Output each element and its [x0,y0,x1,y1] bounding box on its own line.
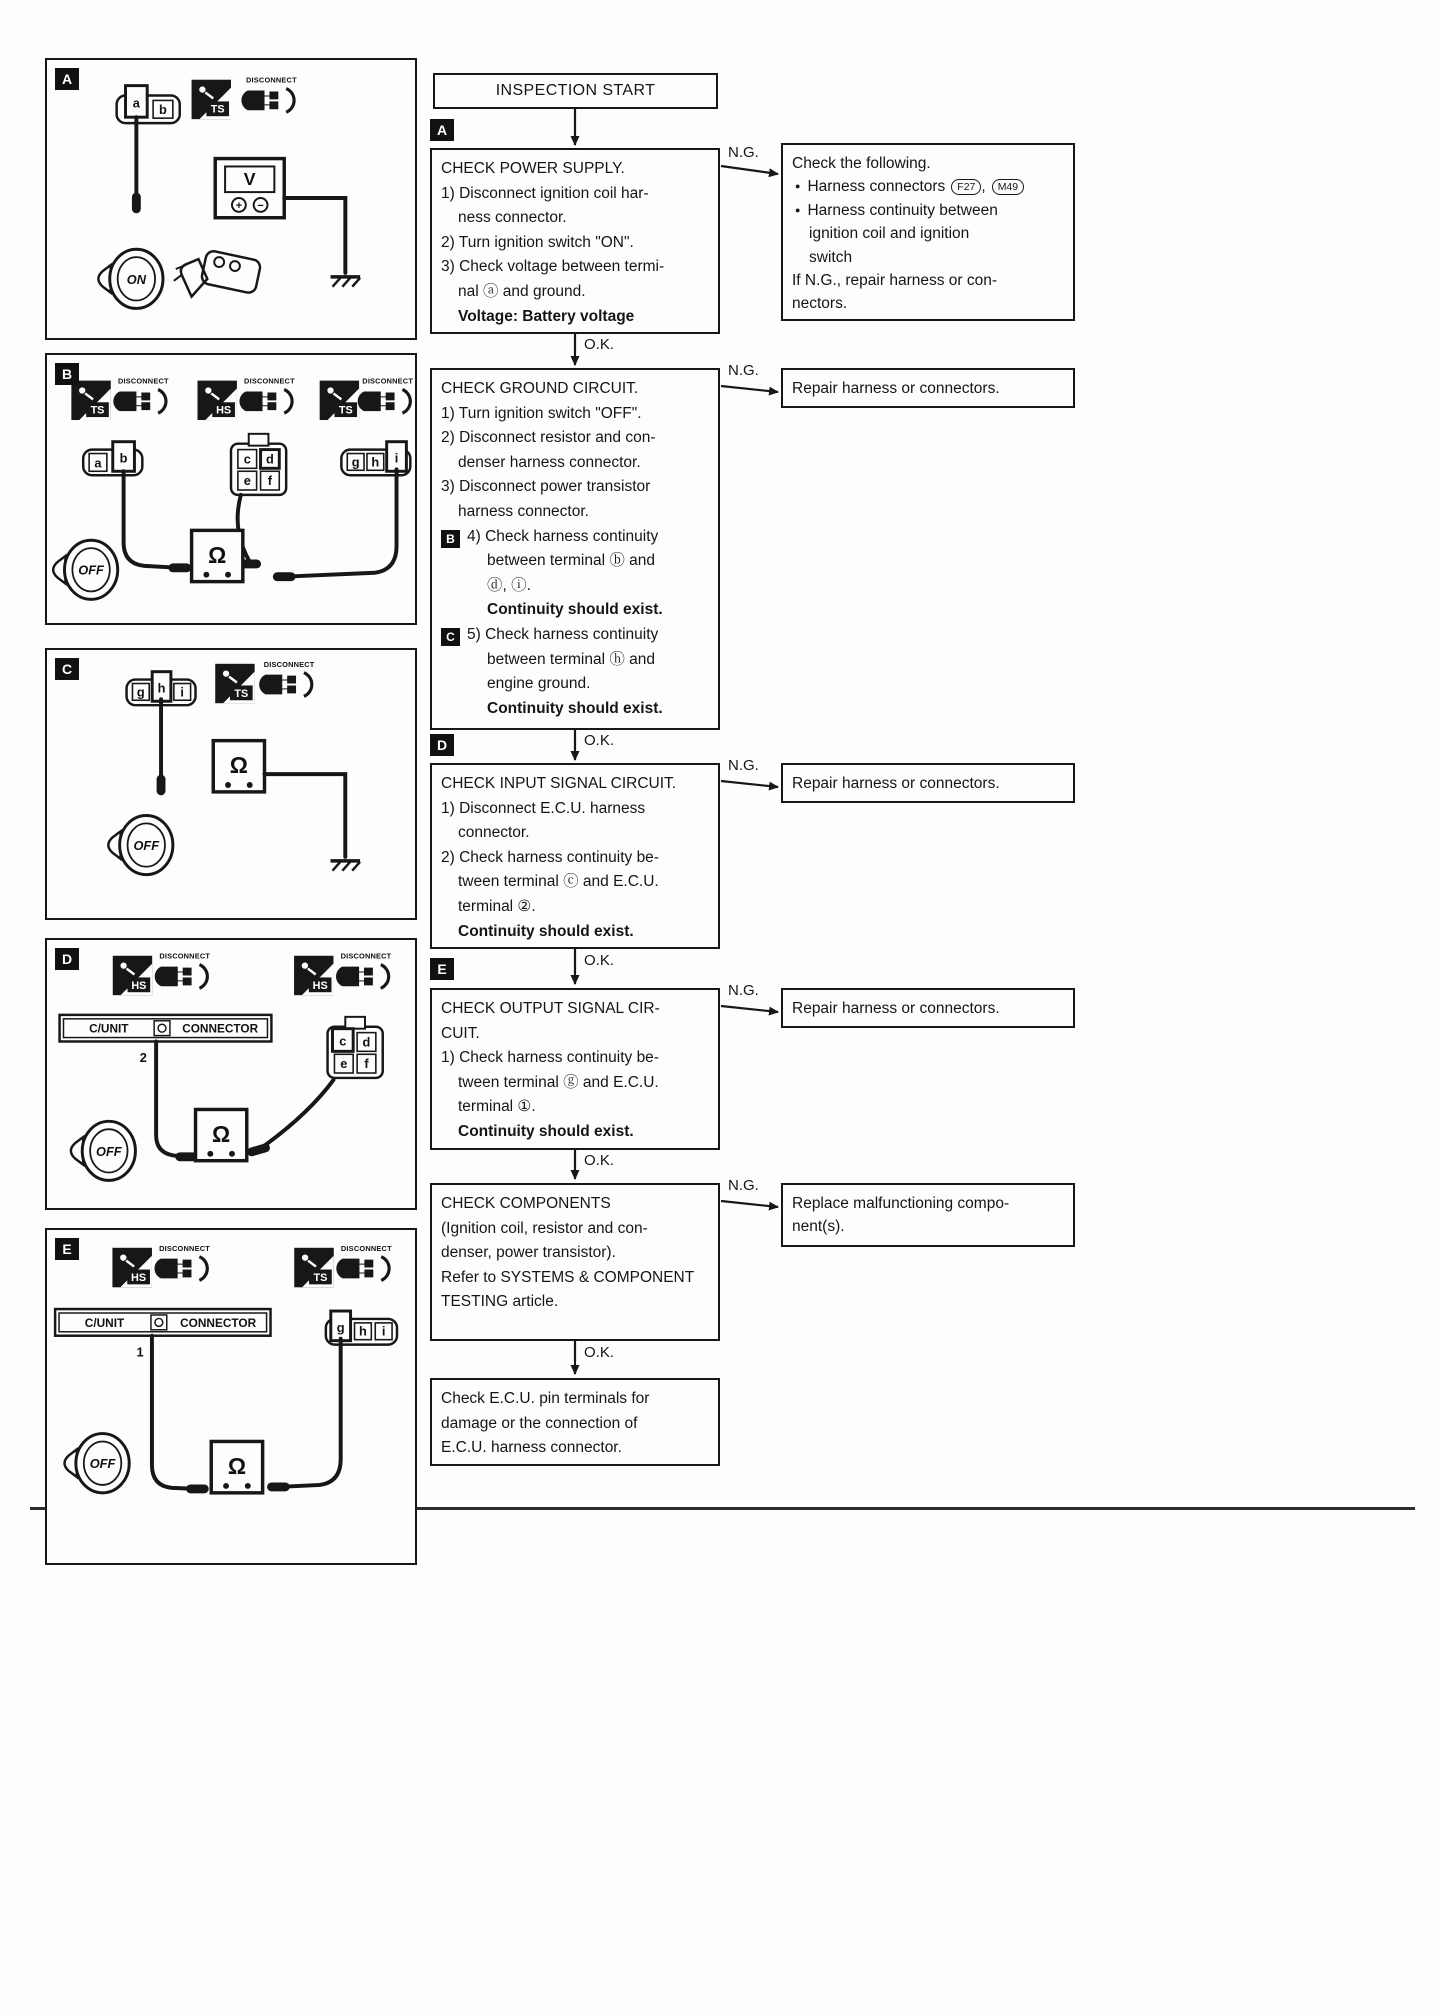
line-text: denser harness connector. [458,453,641,471]
tool-badge-ts [71,381,110,420]
ok-label: O.K. [584,1344,615,1361]
connector-ab [83,442,142,476]
line-text: Repair harness or connectors. [792,380,1000,397]
tool-badge-hs [112,1248,152,1288]
disconnect-icon [239,377,295,414]
ignition-key-off-icon [65,1434,130,1493]
step-tag-a: A [430,119,454,141]
svg-text:g: g [336,1319,345,1335]
tool-badge-ts [192,80,231,119]
text-line [441,377,709,402]
text-line [441,574,709,599]
test-lead-wire [156,1041,187,1156]
diagram-panel-c [45,648,417,920]
line-text: 1) Disconnect E.C.U. harness [441,799,646,817]
line-text: 1) Turn ignition switch "OFF". [441,404,642,422]
panel-tag-d: D [55,948,79,970]
svg-text:c: c [243,451,251,467]
line-text: Continuity should exist. [487,601,663,619]
line-text: TESTING article. [441,1293,559,1311]
panel-a-circuit [47,60,415,338]
svg-text:TS: TS [90,404,105,417]
connector-ghi [326,1311,397,1345]
line-text: connector. [458,824,530,842]
diagram-panel-b [45,353,417,625]
svg-text:HS: HS [131,1271,147,1284]
svg-text:+: + [235,199,243,212]
voltmeter [215,159,284,218]
test-lead-wire [284,198,345,273]
text-line [441,623,709,648]
panel-e-circuit [47,1230,415,1563]
text-line [441,1120,709,1145]
text-line [441,772,709,797]
svg-text:OFF: OFF [133,838,160,854]
result-repair-harness [781,988,1075,1028]
svg-text:−: − [257,199,264,212]
svg-text:DISCONNECT: DISCONNECT [362,376,414,386]
line-text: CHECK INPUT SIGNAL CIRCUIT. [441,775,677,792]
text-line [441,697,709,722]
ng-label: N.G. [728,144,759,161]
ignition-key-on-icon [98,249,163,308]
text-line [441,648,709,673]
text-line [441,426,709,451]
line-text: tween terminal ⓖ and E.C.U. [458,1073,659,1091]
disconnect-icon [336,1244,392,1281]
text-line [441,1192,709,1217]
svg-text:Ω: Ω [212,1120,231,1147]
text-line [792,199,1064,222]
svg-text:f: f [364,1056,369,1072]
svg-text:f: f [267,473,273,489]
svg-text:a: a [132,95,140,111]
disconnect-icon [155,952,211,989]
ng-arrow [721,781,778,787]
text-line [441,797,709,822]
svg-text:V: V [243,169,256,190]
panel-c-circuit [47,650,415,918]
line-text: between terminal ⓑ and [487,552,656,570]
line-text: (Ignition coil, resistor and con- [441,1219,648,1237]
tool-badge-ts [215,664,254,703]
text-line [441,895,709,920]
line-text: nal ⓐ and ground. [458,282,586,300]
terminal-number: 1 [136,1344,144,1360]
test-lead-wire [284,469,396,576]
probe-tip [252,1148,266,1152]
line-text: E.C.U. harness connector. [441,1439,622,1457]
line-text: CHECK COMPONENTS [441,1195,611,1212]
ohmmeter [211,1441,262,1492]
line-text: ness connector. [458,209,567,227]
svg-text:CONNECTOR: CONNECTOR [182,1021,259,1036]
line-text: switch [809,248,853,266]
tool-badge-ts [320,381,359,420]
connector-cdef [328,1017,383,1078]
disconnect-icon [336,952,392,989]
ignition-key-off-icon [53,540,118,599]
text-line [441,1436,709,1461]
harness-connector-chip: M49 [992,179,1024,195]
text-line [792,377,1064,400]
disconnect-icon [155,1244,211,1281]
svg-text:i: i [394,450,399,466]
svg-text:CONNECTOR: CONNECTOR [180,1315,257,1330]
text-line [441,549,709,574]
svg-text:b: b [119,450,128,466]
text-line: ● Harness connectors F27 , M49 [792,175,1064,198]
svg-text:DISCONNECT: DISCONNECT [117,376,169,386]
line-text: Continuity should exist. [458,1122,634,1140]
text-line [441,1022,709,1047]
tool-badge-hs [294,956,333,995]
svg-text:g: g [136,684,145,700]
svg-text:a: a [94,455,102,471]
text-line [441,525,709,550]
text-line [441,280,709,305]
flow-step-power-supply [430,148,720,334]
ignition-coil-illustration [174,250,262,297]
inline-step-tag: C [441,628,460,646]
ng-label: N.G. [728,362,759,379]
text-line [792,292,1064,315]
text-line [441,821,709,846]
ng-label: N.G. [728,982,759,999]
svg-text:b: b [159,102,167,118]
line-text: 3) Check voltage between termi- [441,258,665,276]
line-text: 1) Disconnect ignition coil har- [441,184,649,202]
flow-step-final-check [430,1378,720,1466]
ok-label: O.K. [584,336,615,353]
line-text: 2) Check harness continuity be- [441,848,659,866]
line-text: between terminal ⓗ and [487,650,656,668]
result-repair-harness [781,368,1075,408]
text-line [441,182,709,207]
svg-text:e: e [243,473,251,489]
text-line [441,997,709,1022]
svg-text:DISCONNECT: DISCONNECT [159,951,211,961]
tool-badge-hs [113,956,152,995]
ignition-key-off-icon [71,1121,136,1180]
line-text: Check E.C.U. pin terminals for [441,1390,650,1407]
svg-text:Ω: Ω [227,1453,247,1480]
connector-ghi [341,442,410,476]
panel-d-circuit [47,940,415,1208]
svg-text:DISCONNECT: DISCONNECT [340,1243,392,1253]
text-line [441,1095,709,1120]
ground-symbol [331,277,361,287]
line-text: Replace malfunctioning compo- [792,1195,1010,1212]
inline-step-tag: B [441,530,460,548]
text-line [441,451,709,476]
test-lead-wire [259,1080,334,1150]
text-line [792,152,1064,175]
text-line [441,846,709,871]
text-line [441,305,709,330]
svg-text:HS: HS [216,404,232,417]
ng-arrow [721,1006,778,1012]
ground-symbol [331,861,361,871]
text-line [441,231,709,256]
flow-start-label: INSPECTION START [495,82,656,99]
line-text: 3) Disconnect power transistor [441,478,651,496]
svg-text:TS: TS [210,103,225,116]
svg-text:DISCONNECT: DISCONNECT [246,75,297,85]
text-line [441,500,709,525]
svg-text:Ω: Ω [229,752,248,779]
test-lead-wire [152,1336,197,1489]
test-lead-wire [278,1339,340,1487]
svg-text:h: h [358,1323,367,1339]
line-text: 1) Check harness continuity be- [441,1049,659,1067]
line-text: nectors. [792,295,848,313]
svg-text:OFF: OFF [78,562,104,578]
panel-b-circuit [47,355,415,623]
ng-arrow [721,386,778,392]
step-tag-e: E [430,958,454,980]
line-text: CUIT. [441,1024,480,1042]
result-replace-components [781,1183,1075,1247]
svg-text:DISCONNECT: DISCONNECT [263,659,315,669]
svg-text:HS: HS [312,979,328,992]
svg-text:i: i [381,1323,386,1339]
flow-step-input-signal [430,763,720,949]
line-text: 5) Check harness continuity [467,625,659,643]
diagram-panel-a [45,58,417,340]
ng-label: N.G. [728,1177,759,1194]
line-text: Voltage: Battery voltage [458,307,635,325]
svg-text:d: d [266,451,274,467]
line-text: damage or the connection of [441,1414,638,1432]
line-text: denser, power transistor). [441,1244,616,1262]
line-text: If N.G., repair harness or con- [792,272,998,290]
result-check-following [781,143,1075,321]
terminal-number: 2 [139,1050,147,1066]
svg-text:DISCONNECT: DISCONNECT [159,1243,211,1253]
panel-tag-a: A [55,68,79,90]
text-line [792,222,1064,245]
text-line [441,1241,709,1266]
text-line [792,772,1064,795]
text-line [792,997,1064,1020]
line-text: CHECK OUTPUT SIGNAL CIR- [441,1000,660,1017]
line-text: Continuity should exist. [487,699,663,717]
svg-text:C/UNIT: C/UNIT [89,1021,129,1036]
result-repair-harness [781,763,1075,803]
ng-label: N.G. [728,757,759,774]
cunit-connector-bar [60,1015,272,1042]
text-line [441,1071,709,1096]
text-line [441,475,709,500]
text-line [441,598,709,623]
text-line [792,1192,1064,1215]
tool-badge-hs [198,381,237,420]
text-line [441,1217,709,1242]
step-tag-d: D [430,734,454,756]
text-line [441,920,709,945]
line-text: Repair harness or connectors. [792,1000,1000,1017]
text-line [441,672,709,697]
text-line [441,1387,709,1412]
line-text: 2) Disconnect resistor and con- [441,429,656,447]
line-text: Harness continuity between [807,201,998,219]
ohmmeter [213,741,264,792]
line-text: tween terminal ⓒ and E.C.U. [458,873,659,891]
connector-ab [117,86,180,123]
panel-tag-e: E [55,1238,79,1260]
ok-label: O.K. [584,732,615,749]
flow-step-ground-circuit [430,368,720,730]
line-text: terminal ①. [458,1098,536,1116]
svg-text:i: i [180,684,185,700]
connector-cdef [231,434,286,495]
svg-text:d: d [362,1034,371,1050]
test-lead-wire [124,471,180,568]
ohmmeter [192,530,243,581]
line-text: harness connector. [458,502,589,520]
ok-label: O.K. [584,952,615,969]
line-text: engine ground. [487,675,591,693]
svg-text:Ω: Ω [208,541,227,568]
disconnect-icon [113,377,169,414]
line-text: 4) Check harness continuity [467,527,659,545]
ok-label: O.K. [584,1152,615,1169]
harness-connector-chip: F27 [951,179,981,195]
line-text: CHECK POWER SUPPLY. [441,160,625,177]
text-line [441,157,709,182]
svg-text:HS: HS [131,979,147,992]
svg-text:g: g [351,454,360,470]
text-line [441,206,709,231]
ignition-key-off-icon [108,816,173,875]
text-line [441,1290,709,1315]
panel-tag-b: B [55,363,79,385]
svg-text:h: h [371,454,380,470]
flow-step-components [430,1183,720,1341]
text-line [441,255,709,280]
flow-start-box [433,73,718,109]
diagram-panel-e [45,1228,417,1565]
svg-text:DISCONNECT: DISCONNECT [244,376,295,386]
disconnect-icon [358,377,414,414]
text-line [792,269,1064,292]
text-line [441,402,709,427]
svg-text:TS: TS [313,1271,328,1284]
diagram-panel-d [45,938,417,1210]
text-line [441,1266,709,1291]
svg-text:OFF: OFF [89,1456,116,1472]
svg-text:C/UNIT: C/UNIT [84,1315,125,1330]
line-text: Check the following. [792,155,931,172]
tool-badge-ts [294,1248,334,1288]
ng-arrow [721,166,778,174]
flow-step-output-signal [430,988,720,1150]
line-text: terminal ②. [458,897,536,915]
line-text: Repair harness or connectors. [792,775,1000,792]
text-line [441,1046,709,1071]
line-text: Harness connectors [807,178,946,196]
svg-text:e: e [340,1056,348,1072]
svg-text:TS: TS [234,687,249,700]
line-text: Refer to SYSTEMS & COMPONENT [441,1268,695,1286]
ng-arrow [721,1201,778,1207]
text-line [441,870,709,895]
line-text: CHECK GROUND CIRCUIT. [441,380,639,397]
line-text: nent(s). [792,1218,845,1236]
svg-text:DISCONNECT: DISCONNECT [340,951,392,961]
svg-text:TS: TS [338,404,353,417]
disconnect-icon [241,76,297,113]
svg-text:ON: ON [126,271,146,287]
ohmmeter [196,1109,247,1160]
panel-tag-c: C [55,658,79,680]
bullet-icon: ● [795,204,801,215]
line-text: ignition coil and ignition [809,225,970,243]
cunit-connector-bar [55,1309,270,1336]
text-line [441,1412,709,1437]
svg-text:OFF: OFF [96,1143,122,1159]
bullet-icon: ● [795,181,801,192]
line-text: ⓓ, ⓘ. [487,576,531,594]
text-line [792,246,1064,269]
svg-text:c: c [339,1033,347,1049]
svg-text:h: h [157,680,166,696]
line-text: 2) Turn ignition switch "ON". [441,233,634,251]
line-text: Continuity should exist. [458,922,634,940]
test-lead-wire [265,774,346,857]
text-line [792,1215,1064,1238]
disconnect-icon [259,660,315,697]
